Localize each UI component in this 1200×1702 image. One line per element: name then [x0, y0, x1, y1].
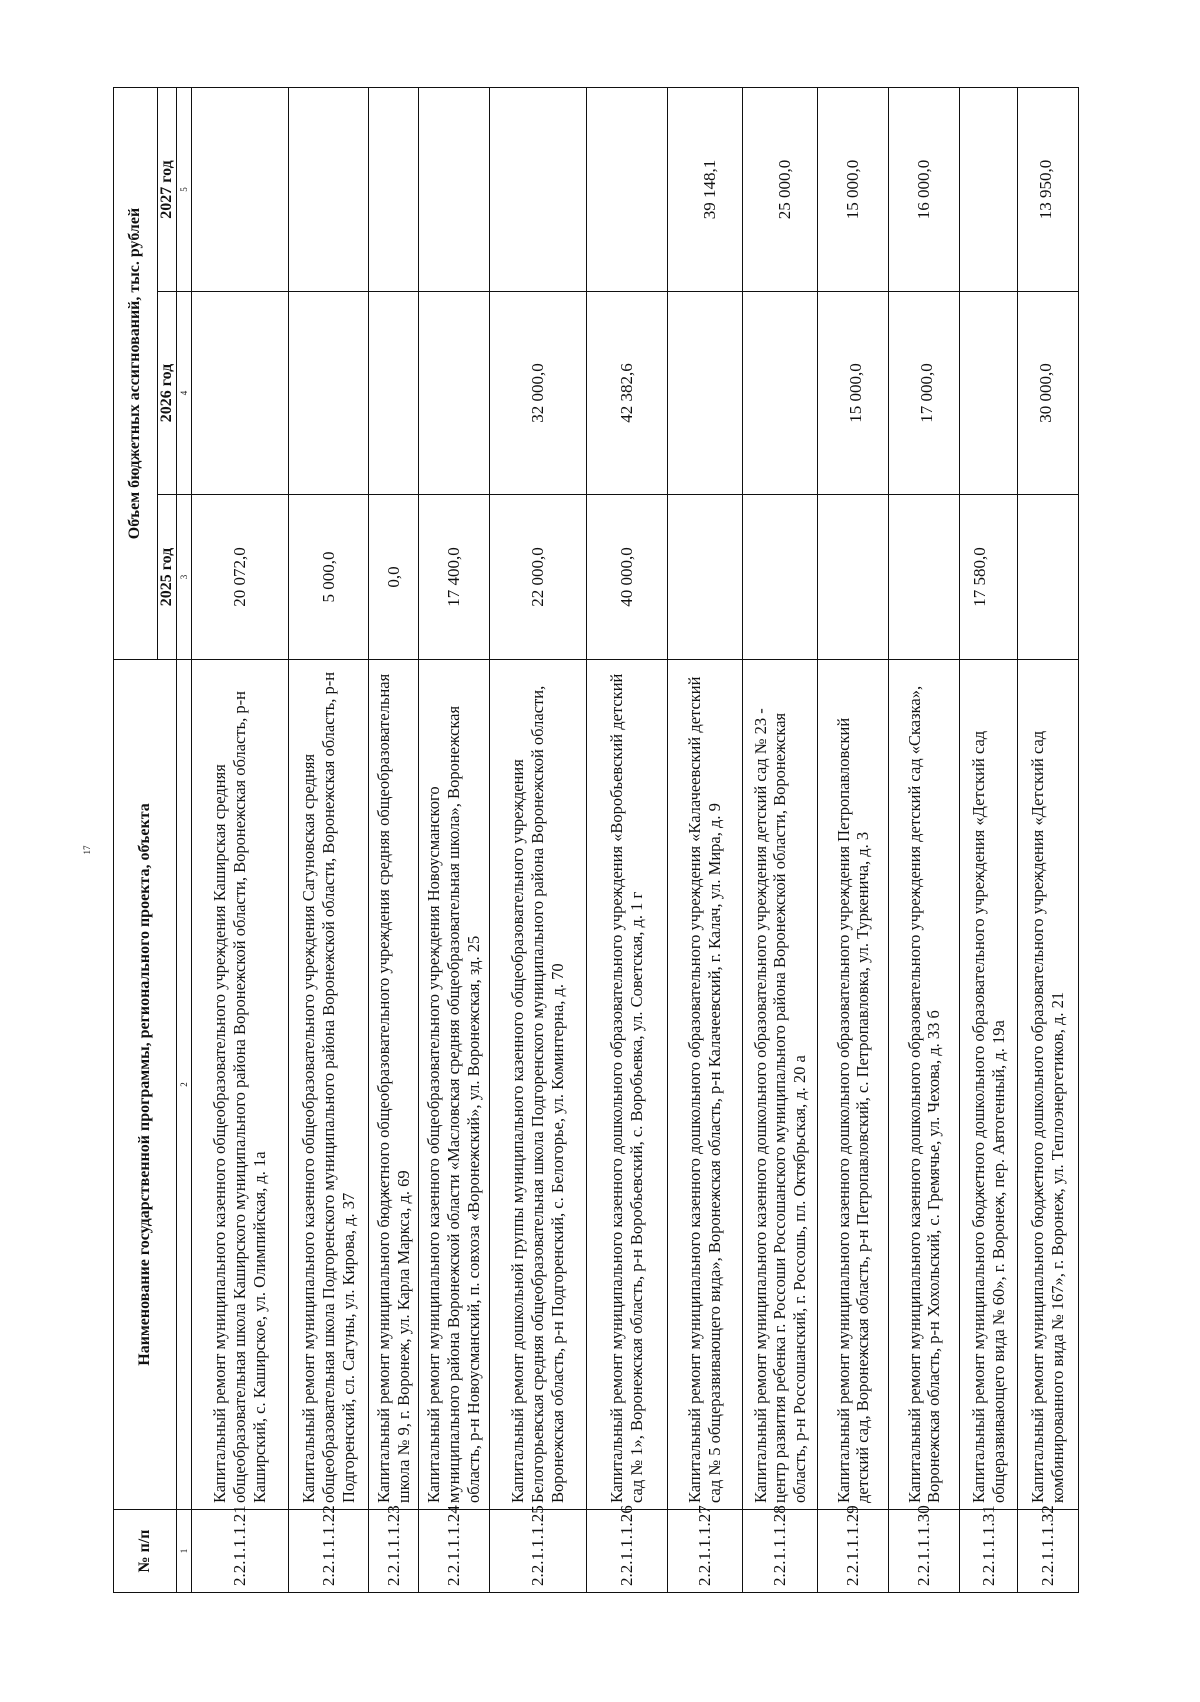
- table-row: [889, 88, 960, 1593]
- value-2025: [667, 495, 742, 660]
- row-number: 2.2.1.1.1.25: [490, 1510, 586, 1593]
- table-row: [586, 88, 667, 1593]
- value-2026: 30 000,0: [1017, 292, 1078, 495]
- column-index: 1: [177, 1510, 191, 1593]
- header-year-2025: 2025 год: [158, 495, 177, 660]
- value-2027: [289, 88, 369, 292]
- column-index: 2: [177, 660, 191, 1510]
- value-2027: [490, 88, 586, 292]
- value-2025: [889, 495, 960, 660]
- object-name: Капитальный ремонт муниципального казенного общеобразовательного учреждения Каширская средняя общеобразовательная школа Каширского муниципального района Воронежской области, Воронежская область, р-н Каширский, с. Каширское, ул. Олимпийская, д. 1а: [191, 660, 289, 1510]
- header-col-name: Наименование государственной программы, регионального проекта, объекта: [114, 660, 177, 1510]
- value-2027: [369, 88, 419, 292]
- object-name: Капитальный ремонт муниципального казенного общеобразовательного учреждения Новоусманского муниципального района Воронежской области «Масловская средняя общеобразовательная школа», Воронежская область, р-н Новоусманский, п. совхоза «Воронежский», ул. Воронежская, зд. 25: [419, 660, 490, 1510]
- page-number: 17: [82, 845, 92, 855]
- column-index-row: [177, 88, 191, 1593]
- value-2027: [191, 88, 289, 292]
- row-number: 2.2.1.1.1.23: [369, 1510, 419, 1593]
- object-name: Капитальный ремонт муниципального казенного дошкольного образовательного учреждения «Калачеевский детский сад № 5 общеразвивающего вида», Воронежская область, р-н Калачеевский, г. Калач, ул. Мира, д. 9: [667, 660, 742, 1510]
- value-2025: 40 000,0: [586, 495, 667, 660]
- table-row: [667, 88, 742, 1593]
- row-number: 2.2.1.1.1.29: [818, 1510, 889, 1593]
- row-number: 2.2.1.1.1.22: [289, 1510, 369, 1593]
- row-number: 2.2.1.1.1.30: [889, 1510, 960, 1593]
- value-2027: 39 148,1: [667, 88, 742, 292]
- value-2026: 15 000,0: [818, 292, 889, 495]
- table-row: [960, 88, 1018, 1593]
- value-2026: [369, 292, 419, 495]
- value-2027: 25 000,0: [743, 88, 818, 292]
- header-year-2026: 2026 год: [158, 292, 177, 495]
- value-2025: 5 000,0: [289, 495, 369, 660]
- value-2025: 20 072,0: [191, 495, 289, 660]
- value-2027: [586, 88, 667, 292]
- rotated-table-container: [113, 88, 1079, 1593]
- object-name: Капитальный ремонт муниципального казенного дошкольного образовательного учреждения «Воробьевский детский сад № 1», Воронежская область, р-н Воробьевский, с. Воробьевка, ул. Советская, д. 1 г: [586, 660, 667, 1510]
- value-2026: [667, 292, 742, 495]
- header-col-num: № п/п: [114, 1510, 177, 1593]
- column-index: 4: [177, 292, 191, 495]
- header-col-budget: Объем бюджетных ассигнований, тыс. рублей: [114, 88, 158, 660]
- table-row: [369, 88, 419, 1593]
- table-row: [490, 88, 586, 1593]
- value-2026: 42 382,6: [586, 292, 667, 495]
- value-2026: [960, 292, 1018, 495]
- value-2027: [960, 88, 1018, 292]
- row-number: 2.2.1.1.1.24: [419, 1510, 490, 1593]
- object-name: Капитальный ремонт муниципального казенного общеобразовательного учреждения Сагуновская средняя общеобразовательная школа Подгоренского муниципального района Воронежской области, Воронежская область, р-н Подгоренский, сл. Сагуны, ул. Кирова, д. 37: [289, 660, 369, 1510]
- value-2025: [1017, 495, 1078, 660]
- value-2026: [191, 292, 289, 495]
- value-2027: 15 000,0: [818, 88, 889, 292]
- table-row: [289, 88, 369, 1593]
- value-2026: [289, 292, 369, 495]
- value-2026: [419, 292, 490, 495]
- object-name: Капитальный ремонт муниципального казенного дошкольного образовательного учреждения детский сад № 23 - центр развития ребенка г. Россоши Россошанского муниципального района Воронежской области, Воронежская область, р-н Россошанский, г. Россошь, пл. Октябрьская, д. 20 а: [743, 660, 818, 1510]
- budget-table: [113, 87, 1079, 1593]
- table-row: [743, 88, 818, 1593]
- column-index: 3: [177, 495, 191, 660]
- row-number: 2.2.1.1.1.31: [960, 1510, 1018, 1593]
- table-row: [419, 88, 490, 1593]
- value-2025: [743, 495, 818, 660]
- value-2026: [743, 292, 818, 495]
- table-row: [1017, 88, 1078, 1593]
- table-row: [191, 88, 289, 1593]
- value-2027: 13 950,0: [1017, 88, 1078, 292]
- row-number: 2.2.1.1.1.21: [191, 1510, 289, 1593]
- object-name: Капитальный ремонт муниципального казенного дошкольного образовательного учреждения детский сад «Сказка», Воронежская область, р-н Хохольский, с. Гремячье, ул. Чехова, д. 33 б: [889, 660, 960, 1510]
- value-2025: [818, 495, 889, 660]
- value-2025: 0,0: [369, 495, 419, 660]
- object-name: Капитальный ремонт муниципального бюджетного общеобразовательного учреждения средняя общеобразовательная школа № 9, г. Воронеж, ул. Карла Маркса, д. 69: [369, 660, 419, 1510]
- value-2027: 16 000,0: [889, 88, 960, 292]
- row-number: 2.2.1.1.1.27: [667, 1510, 742, 1593]
- object-name: Капитальный ремонт муниципального бюджетного дошкольного образовательного учреждения «Детский сад общеразвивающего вида № 60», г. Воронеж, пер. Автогенный, д. 19а: [960, 660, 1018, 1510]
- table-row: [818, 88, 889, 1593]
- object-name: Капитальный ремонт муниципального бюджетного дошкольного образовательного учреждения «Детский сад комбинированного вида № 167», г. Воронеж, ул. Теплоэнергетиков, д. 21: [1017, 660, 1078, 1510]
- value-2026: 32 000,0: [490, 292, 586, 495]
- object-name: Капитальный ремонт муниципального казенного дошкольного образовательного учреждения Петропавловский детский сад, Воронежская область, р-н Петропавловский, с. Петропавловка, ул. Туркенича, д. 3: [818, 660, 889, 1510]
- value-2025: 17 400,0: [419, 495, 490, 660]
- value-2025: 22 000,0: [490, 495, 586, 660]
- column-index: 5: [177, 88, 191, 292]
- value-2026: 17 000,0: [889, 292, 960, 495]
- row-number: 2.2.1.1.1.32: [1017, 1510, 1078, 1593]
- value-2027: [419, 88, 490, 292]
- object-name: Капитальный ремонт дошкольной группы муниципального казенного общеобразовательного учреждения Белогорьевская средняя общеобразовательная школа Подгоренского муниципального района Воронежской области, Воронежская область, р-н Подгоренский, с. Белогорье, ул. Коминтерна, д. 70: [490, 660, 586, 1510]
- row-number: 2.2.1.1.1.26: [586, 1510, 667, 1593]
- value-2025: 17 580,0: [960, 495, 1018, 660]
- header-year-2027: 2027 год: [158, 88, 177, 292]
- row-number: 2.2.1.1.1.28: [743, 1510, 818, 1593]
